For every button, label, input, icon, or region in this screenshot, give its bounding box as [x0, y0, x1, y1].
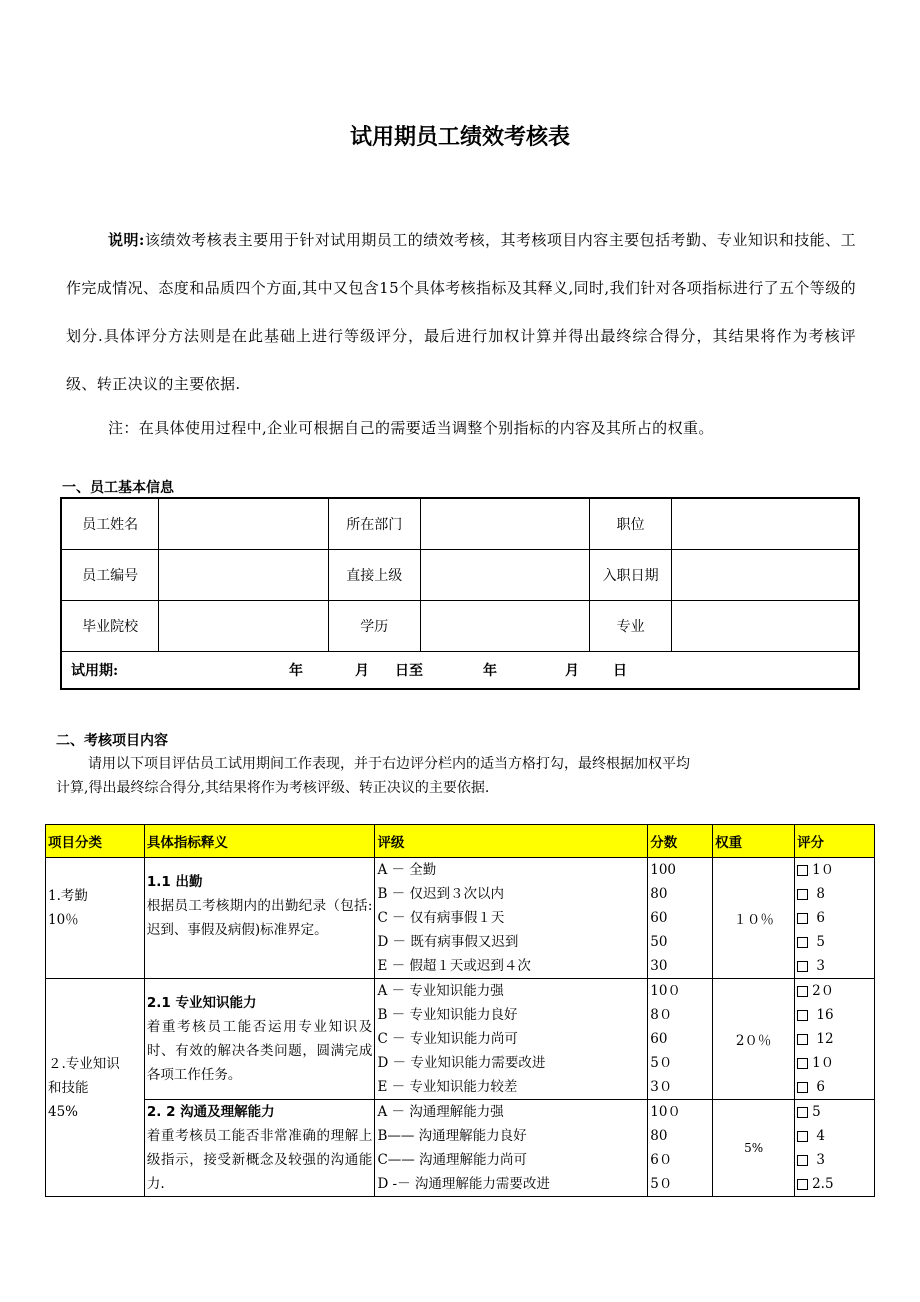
- section2-heading: 二、考核项目内容: [56, 733, 168, 749]
- grade-item: C － 专业知识能力尚可: [377, 1031, 518, 1047]
- grade-item: C—— 沟通理解能力尚可: [377, 1152, 528, 1168]
- grade-item: B － 专业知识能力良好: [377, 1007, 518, 1023]
- indicator-cell: [144, 1100, 375, 1197]
- rating-option[interactable]: [797, 1148, 872, 1172]
- section2-desc-line2: 计算,得出最终综合得分,其结果将作为考核评级、转正决议的主要依据.: [56, 780, 490, 796]
- score-item: 60: [650, 910, 668, 926]
- rating-option[interactable]: [797, 882, 872, 906]
- grade-item: D － 专业知识能力需要改进: [377, 1055, 546, 1071]
- trial-end-day: 日: [613, 663, 627, 679]
- grade-item: A － 沟通理解能力强: [377, 1104, 504, 1120]
- rating-option[interactable]: [797, 906, 872, 930]
- intro-text: [66, 216, 856, 408]
- rating-option[interactable]: [797, 858, 872, 882]
- score-item: 30: [650, 958, 668, 974]
- label-supervisor: 直接上级: [328, 550, 420, 601]
- evaluation-table: [45, 824, 875, 1197]
- category-weight: 10％: [48, 912, 79, 928]
- weight-value: 2０％: [713, 979, 795, 1100]
- rating-value: 3: [812, 958, 825, 974]
- rating-option[interactable]: [797, 979, 872, 1003]
- rating-value: 3: [812, 1152, 825, 1168]
- category-professional-skill: [46, 979, 145, 1197]
- checkbox-icon[interactable]: [797, 1058, 808, 1069]
- eval-row-professional-knowledge: [46, 979, 875, 1100]
- category-label: 1.考勤: [48, 888, 88, 904]
- rating-option[interactable]: [797, 1124, 872, 1148]
- checkbox-icon[interactable]: [797, 913, 808, 924]
- info-row: [61, 550, 859, 601]
- employee-info-table: [60, 497, 860, 690]
- score-item: 50: [650, 934, 668, 950]
- score-item: 60: [650, 1031, 668, 1047]
- grade-item: E － 专业知识能力较差: [377, 1079, 518, 1095]
- info-row: [61, 601, 859, 652]
- grade-list: [375, 858, 648, 979]
- trial-start-year: 年: [289, 663, 303, 679]
- checkbox-icon[interactable]: [797, 937, 808, 948]
- indicator-cell: [144, 979, 375, 1100]
- weight-value: 5%: [713, 1100, 795, 1197]
- header-indicator: 具体指标释义: [144, 825, 375, 858]
- category-label: ２.专业知识: [48, 1055, 120, 1072]
- label-hire-date: 入职日期: [590, 550, 672, 601]
- score-item: 5０: [650, 1176, 673, 1192]
- score-list: [648, 979, 713, 1100]
- input-school[interactable]: [159, 601, 329, 652]
- header-rating: 评分: [795, 825, 875, 858]
- category-attendance: [46, 858, 145, 979]
- label-major: 专业: [590, 601, 672, 652]
- score-list: [648, 858, 713, 979]
- rating-value: 1０: [812, 862, 835, 878]
- input-employee-id[interactable]: [159, 550, 329, 601]
- rating-value: 4: [812, 1128, 825, 1144]
- intro-lead: 说明:: [108, 231, 145, 249]
- header-weight: 权重: [713, 825, 795, 858]
- trial-end-month: 月: [565, 663, 579, 679]
- trial-period-row: [61, 652, 859, 690]
- input-education[interactable]: [420, 601, 590, 652]
- score-item: 80: [650, 1128, 668, 1144]
- grade-item: D － 既有病事假又迟到: [377, 934, 519, 950]
- checkbox-icon[interactable]: [797, 1155, 808, 1166]
- checkbox-icon[interactable]: [797, 1131, 808, 1142]
- rating-value: 6: [812, 1079, 825, 1095]
- rating-checkboxes: [795, 1100, 875, 1197]
- rating-value: 1０: [812, 1055, 835, 1071]
- grade-list: [375, 1100, 648, 1197]
- score-list: [648, 1100, 713, 1197]
- rating-value: 12: [812, 1031, 834, 1047]
- rating-option[interactable]: [797, 1003, 872, 1027]
- indicator-description: 着重考核员工能否非常准确的理解上级指示，接受新概念及较强的沟通能力.: [146, 1128, 373, 1192]
- checkbox-icon[interactable]: [797, 986, 808, 997]
- trial-start-month: 月: [355, 663, 369, 679]
- label-department: 所在部门: [328, 498, 420, 550]
- input-supervisor[interactable]: [420, 550, 590, 601]
- label-name: 员工姓名: [61, 498, 159, 550]
- score-item: 100: [650, 862, 677, 878]
- grade-item: B － 仅迟到３次以内: [377, 886, 504, 902]
- indicator-title: 2.1 专业知识能力: [146, 995, 257, 1011]
- rating-value: 16: [812, 1007, 834, 1023]
- section2-description: [56, 752, 856, 800]
- indicator-title: 2. 2 沟通及理解能力: [146, 1104, 275, 1120]
- input-hire-date[interactable]: [671, 550, 859, 601]
- grade-list: [375, 979, 648, 1100]
- intro-note: 注：在具体使用过程中,企业可根据自己的需要适当调整个别指标的内容及其所占的权重。: [108, 419, 714, 437]
- eval-row-attendance: [46, 858, 875, 979]
- input-department[interactable]: [420, 498, 590, 550]
- input-major[interactable]: [671, 601, 859, 652]
- rating-checkboxes: [795, 858, 875, 979]
- rating-value: 2.5: [812, 1176, 834, 1192]
- score-item: 10０: [650, 1104, 681, 1120]
- indicator-description: 根据员工考核期内的出勤纪录（包括: 迟到、事假及病假)标准界定。: [146, 898, 373, 938]
- rating-value: 8: [812, 886, 825, 902]
- grade-item: A － 专业知识能力强: [377, 983, 504, 999]
- grade-item: C － 仅有病事假１天: [377, 910, 505, 926]
- score-item: 6０: [650, 1152, 673, 1168]
- checkbox-icon[interactable]: [797, 961, 808, 972]
- label-school: 毕业院校: [61, 601, 159, 652]
- category-label: 和技能: [48, 1079, 89, 1096]
- label-education: 学历: [328, 601, 420, 652]
- grade-item: E － 假超１天或迟到４次: [377, 958, 531, 974]
- rating-value: 5: [812, 934, 825, 950]
- checkbox-icon[interactable]: [797, 1010, 808, 1021]
- intro-body: 该绩效考核表主要用于针对试用期员工的绩效考核，其考核项目内容主要包括考勤、专业知识和技能、工作完成情况、态度和品质四个方面,其中又包含15个具体考核指标及其释义,同时,我们针对各项指标进行了五个等级的划分.具体评分方法则是在此基础上进行等级评分，最后进行加权计算并得出最终综合得分，其结果将作为考核评级、转正决议的主要依据.: [66, 231, 856, 393]
- checkbox-icon[interactable]: [797, 889, 808, 900]
- rating-option[interactable]: [797, 954, 872, 978]
- indicator-title: 1.1 出勤: [146, 874, 203, 890]
- indicator-cell: [144, 858, 375, 979]
- checkbox-icon[interactable]: [797, 1179, 808, 1190]
- score-item: 80: [650, 886, 668, 902]
- grade-item: B—— 沟通理解能力良好: [377, 1128, 527, 1144]
- score-item: 8０: [650, 1007, 673, 1023]
- label-employee-id: 员工编号: [61, 550, 159, 601]
- score-item: 10０: [650, 983, 681, 999]
- header-score: 分数: [648, 825, 713, 858]
- category-weight: 45%: [48, 1103, 79, 1120]
- checkbox-icon[interactable]: [797, 1107, 808, 1118]
- rating-checkboxes: [795, 979, 875, 1100]
- checkbox-icon[interactable]: [797, 1034, 808, 1045]
- eval-row-communication: [46, 1100, 875, 1197]
- input-position[interactable]: [671, 498, 859, 550]
- rating-value: 6: [812, 910, 825, 926]
- page-title: 试用期员工绩效考核表: [349, 125, 570, 150]
- trial-start-day: 日至: [395, 663, 423, 679]
- rating-option[interactable]: [797, 930, 872, 954]
- checkbox-icon[interactable]: [797, 1082, 808, 1093]
- eval-header-row: [46, 825, 875, 858]
- header-grade: 评级: [375, 825, 648, 858]
- section1-heading: 一、员工基本信息: [62, 480, 174, 496]
- indicator-description: 着重考核员工能否运用专业知识及时、有效的解决各类问题，圆满完成各项工作任务。: [146, 1019, 373, 1083]
- trial-period: [63, 660, 857, 680]
- trial-label: 试用期:: [71, 663, 119, 679]
- trial-end-year: 年: [483, 663, 497, 679]
- input-name[interactable]: [159, 498, 329, 550]
- grade-item: A － 全勤: [377, 862, 437, 878]
- grade-item: D -－ 沟通理解能力需要改进: [377, 1176, 550, 1192]
- info-row: [61, 498, 859, 550]
- rating-option[interactable]: [797, 1100, 872, 1124]
- rating-option[interactable]: [797, 1027, 872, 1051]
- rating-value: 2０: [812, 983, 835, 999]
- intro-paragraph: [66, 216, 856, 448]
- checkbox-icon[interactable]: [797, 865, 808, 876]
- weight-value: １０％: [713, 858, 795, 979]
- header-category: 项目分类: [46, 825, 145, 858]
- section2-desc-line1: 请用以下项目评估员工试用期间工作表现，并于右边评分栏内的适当方格打勾，最终根据加权平均: [88, 756, 690, 772]
- score-item: 5０: [650, 1055, 673, 1071]
- rating-option[interactable]: [797, 1172, 872, 1196]
- label-position: 职位: [590, 498, 672, 550]
- rating-option[interactable]: [797, 1075, 872, 1099]
- score-item: 3０: [650, 1079, 673, 1095]
- rating-value: 5: [812, 1104, 821, 1120]
- rating-option[interactable]: [797, 1051, 872, 1075]
